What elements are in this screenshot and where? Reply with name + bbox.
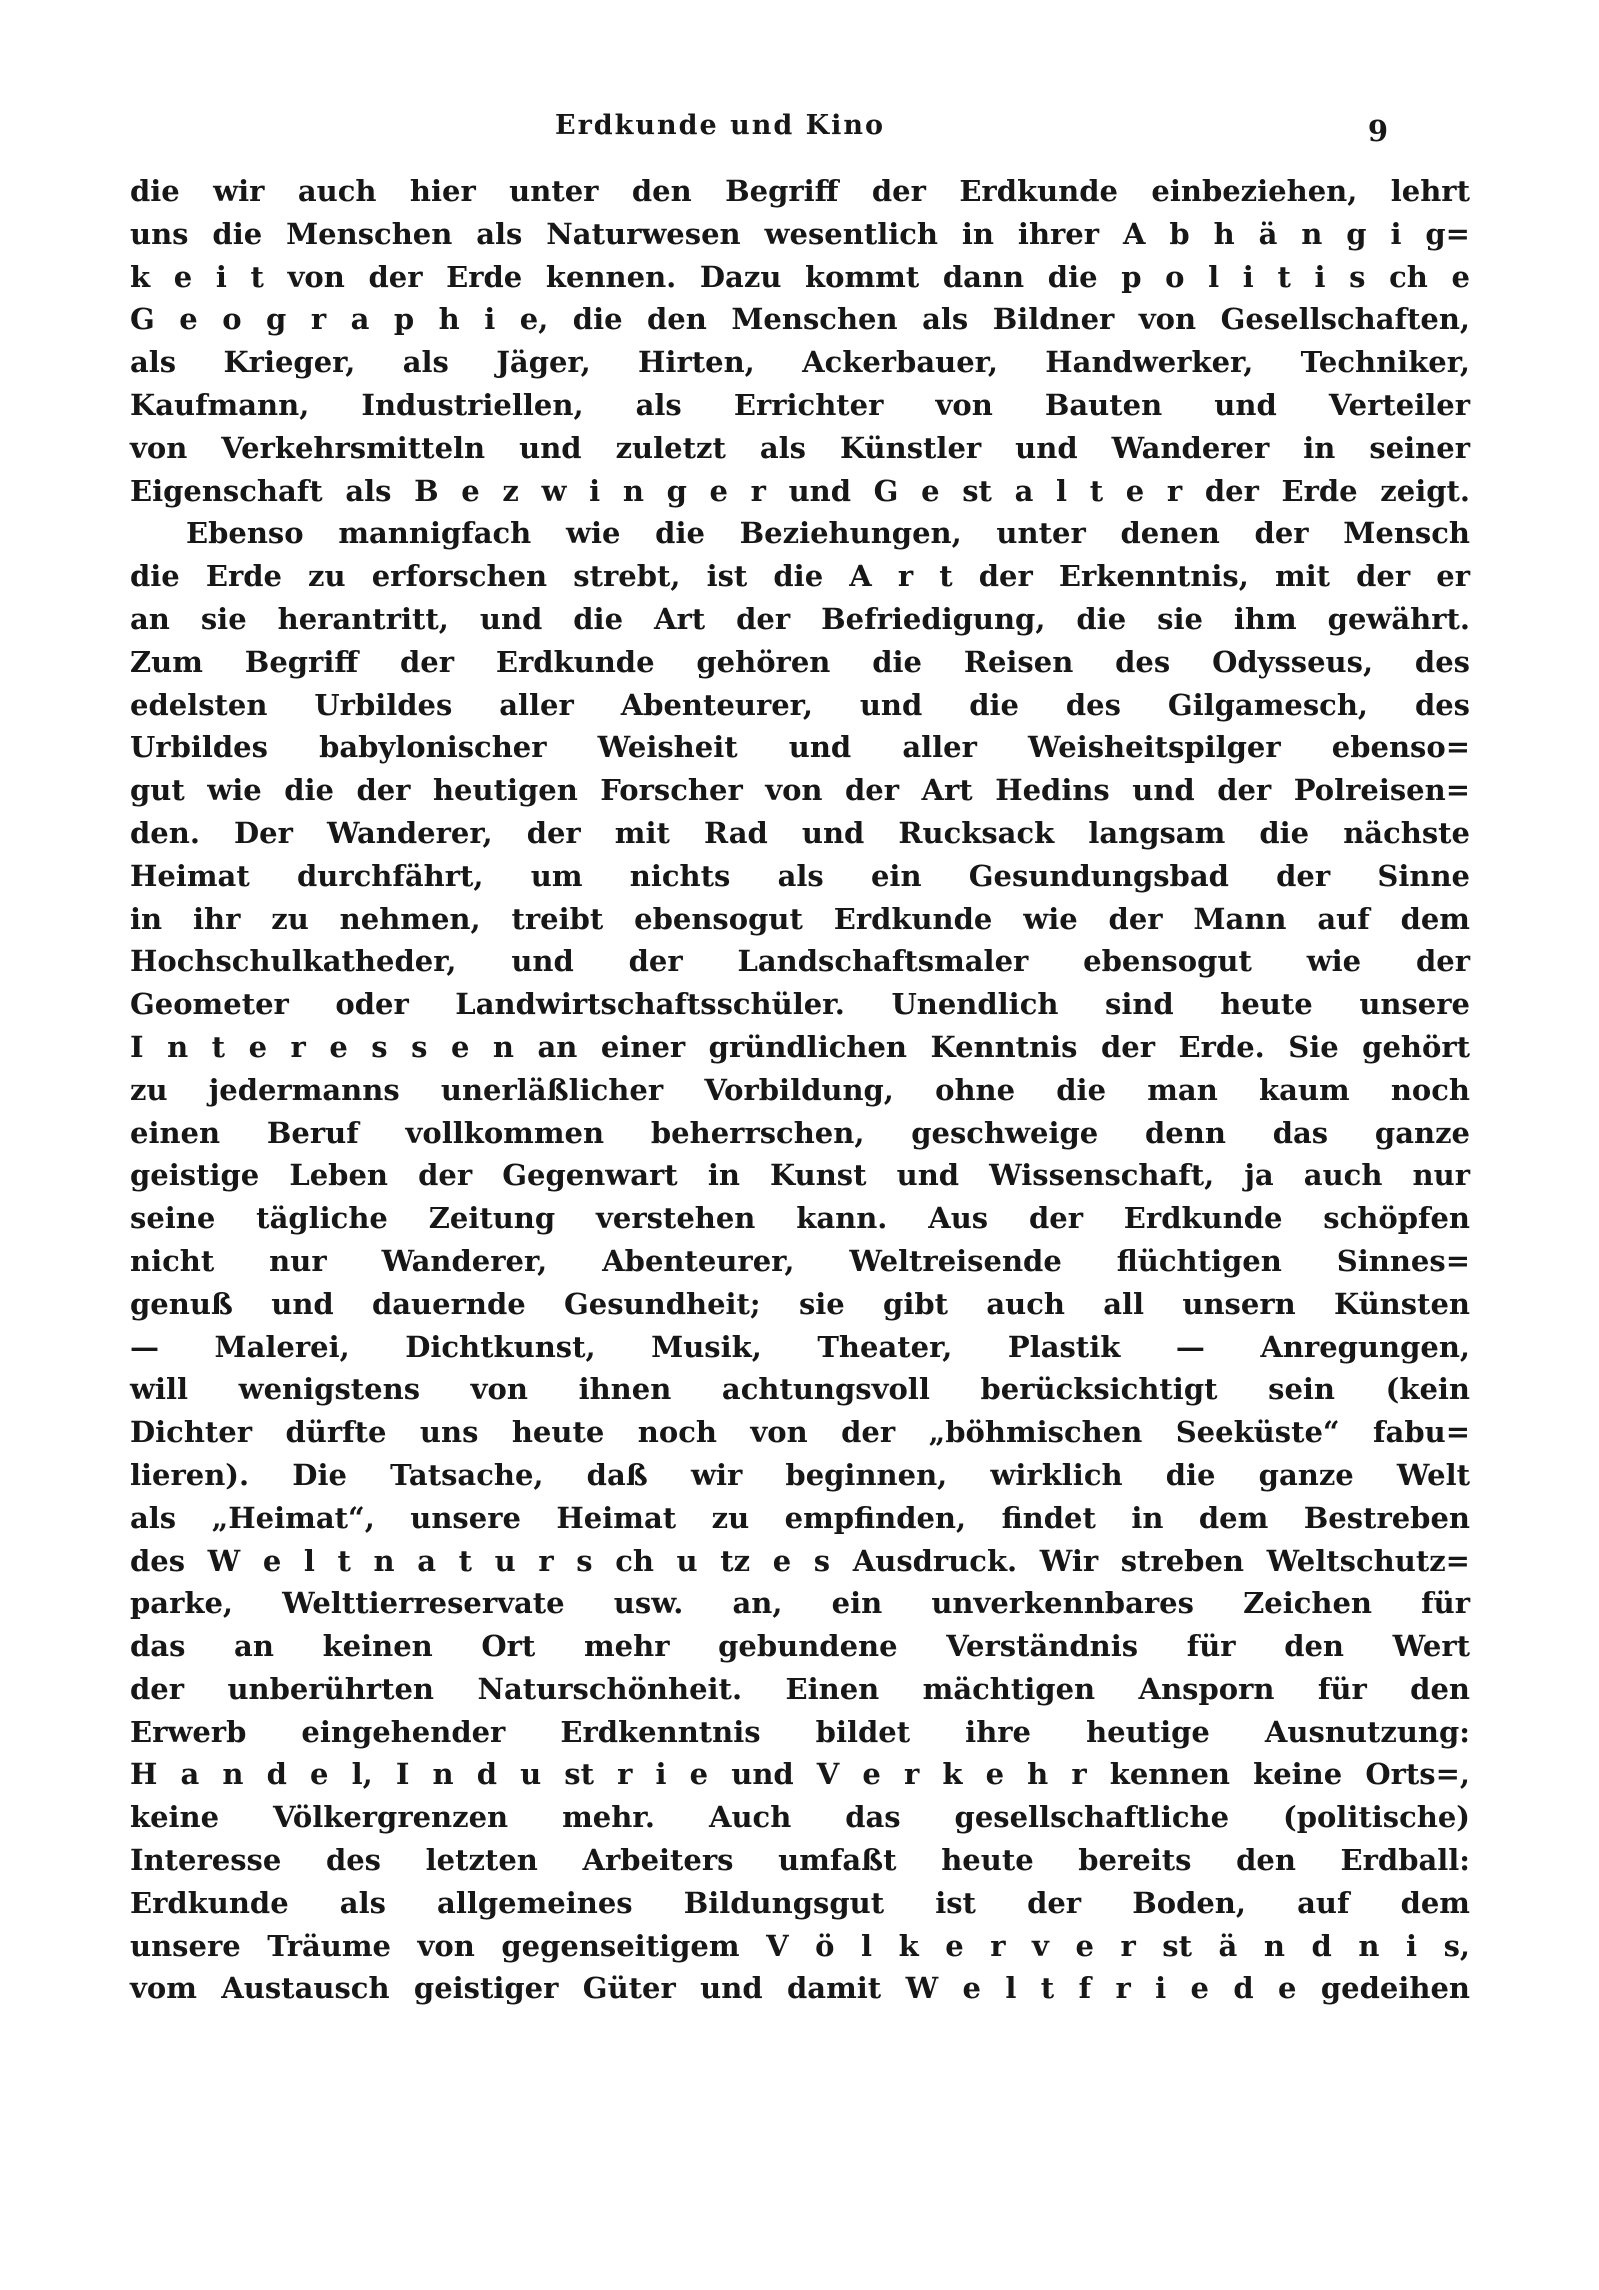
text-line: Erdkunde als allgemeines Bildungsgut ist der Boden, auf dem [130, 1885, 1470, 1920]
text-line: Kaufmann, Industriellen, als Errichter von Bauten und Verteiler [130, 387, 1470, 422]
text-line: in ihr zu nehmen, treibt ebensogut Erdkunde wie der Mann auf dem [130, 901, 1470, 936]
text-line: einen Beruf vollkommen beherrschen, geschweige denn das ganze [130, 1115, 1470, 1150]
text-line: des W e l t n a t u r s ch u tz e s Ausdruck. Wir streben Weltschutz= [130, 1543, 1470, 1578]
text-line: zu jedermanns unerläßlicher Vorbildung, ohne die man kaum noch [130, 1072, 1470, 1107]
text-line: k e i t von der Erde kennen. Dazu kommt dann die p o l i t i s ch e [130, 259, 1470, 294]
text-line: unsere Träume von gegenseitigem V ö l k e r v e r st ä n d n i s, [130, 1928, 1470, 1963]
text-line: Eigenschaft als B e z w i n g e r und G e st a l t e r der Erde zeigt. [130, 473, 1470, 508]
text-line: die Erde zu erforschen strebt, ist die A r t der Erkenntnis, mit der er [130, 559, 1470, 594]
text-line: Interesse des letzten Arbeiters umfaßt heute bereits den Erdball: [130, 1843, 1470, 1878]
text-line: Zum Begriff der Erdkunde gehören die Reisen des Odysseus, des [130, 644, 1470, 679]
text-line: Heimat durchfährt, um nichts als ein Gesundungsbad der Sinne [130, 858, 1470, 893]
text-line: will wenigstens von ihnen achtungsvoll berücksichtigt sein (kein [130, 1372, 1470, 1407]
text-line: von Verkehrsmitteln und zuletzt als Künstler und Wanderer in seiner [130, 430, 1470, 465]
text-line: das an keinen Ort mehr gebundene Verständnis für den Wert [130, 1629, 1470, 1664]
text-line: geistige Leben der Gegenwart in Kunst und Wissenschaft, ja auch nur [130, 1158, 1470, 1193]
text-line: uns die Menschen als Naturwesen wesentlich in ihrer A b h ä n g i g= [130, 216, 1470, 251]
text-line: I n t e r e s s e n an einer gründlichen Kenntnis der Erde. Sie gehört [130, 1029, 1470, 1064]
text-line: Hochschulkatheder, und der Landschaftsmaler ebensogut wie der [130, 944, 1470, 979]
page-number: 9 [1367, 114, 1388, 148]
text-line: der unberührten Naturschönheit. Einen mächtigen Ansporn für den [130, 1671, 1470, 1706]
text-line: — Malerei, Dichtkunst, Musik, Theater, Plastik — Anregungen, [130, 1329, 1470, 1364]
text-line: gut wie die der heutigen Forscher von der Art Hedins und der Polreisen= [130, 773, 1470, 808]
text-line: Erwerb eingehender Erdkenntnis bildet ihre heutige Ausnutzung: [130, 1714, 1470, 1749]
text-line: edelsten Urbildes aller Abenteurer, und die des Gilgamesch, des [130, 687, 1470, 722]
text-line: Geometer oder Landwirtschaftsschüler. Unendlich sind heute unsere [130, 987, 1470, 1022]
text-line: G e o g r a p h i e, die den Menschen als Bildner von Gesellschaften, [130, 302, 1470, 337]
text-line: Urbildes babylonischer Weisheit und aller Weisheitspilger ebenso= [130, 730, 1470, 765]
text-line: H a n d e l, I n d u st r i e und V e r k e h r kennen keine Orts=, [130, 1757, 1470, 1792]
text-line: die wir auch hier unter den Begriff der Erdkunde einbeziehen, lehrt [130, 174, 1470, 208]
text-line: Ebenso mannigfach wie die Beziehungen, unter denen der Mensch [186, 516, 1470, 551]
text-line: lieren). Die Tatsache, daß wir beginnen, wirklich die ganze Welt [130, 1457, 1470, 1492]
text-line: als Krieger, als Jäger, Hirten, Ackerbauer, Handwerker, Techniker, [130, 345, 1470, 380]
text-line: vom Austausch geistiger Güter und damit W e l t f r i e d e gedeihen [130, 1971, 1470, 2006]
running-title: Erdkunde und Kino [554, 110, 886, 141]
text-line: seine tägliche Zeitung verstehen kann. Aus der Erdkunde schöpfen [130, 1201, 1470, 1236]
text-line: den. Der Wanderer, der mit Rad und Rucksack langsam die nächste [130, 815, 1470, 850]
text-line: an sie herantritt, und die Art der Befriedigung, die sie ihm gewährt. [130, 601, 1470, 636]
text-line: Dichter dürfte uns heute noch von der „böhmischen Seeküste“ fabu= [130, 1415, 1470, 1450]
text-line: parke, Welttierreservate usw. an, ein unverkennbares Zeichen für [130, 1586, 1470, 1621]
text-line: genuß und dauernde Gesundheit; sie gibt auch all unsern Künsten [130, 1286, 1470, 1321]
page-header [130, 110, 1470, 154]
text-line: als „Heimat“, unsere Heimat zu empfinden, findet in dem Bestreben [130, 1500, 1470, 1535]
text-line: keine Völkergrenzen mehr. Auch das gesellschaftliche (politische) [130, 1800, 1470, 1835]
body-text [130, 170, 1470, 2010]
text-line: nicht nur Wanderer, Abenteurer, Weltreisende flüchtigen Sinnes= [130, 1243, 1470, 1278]
